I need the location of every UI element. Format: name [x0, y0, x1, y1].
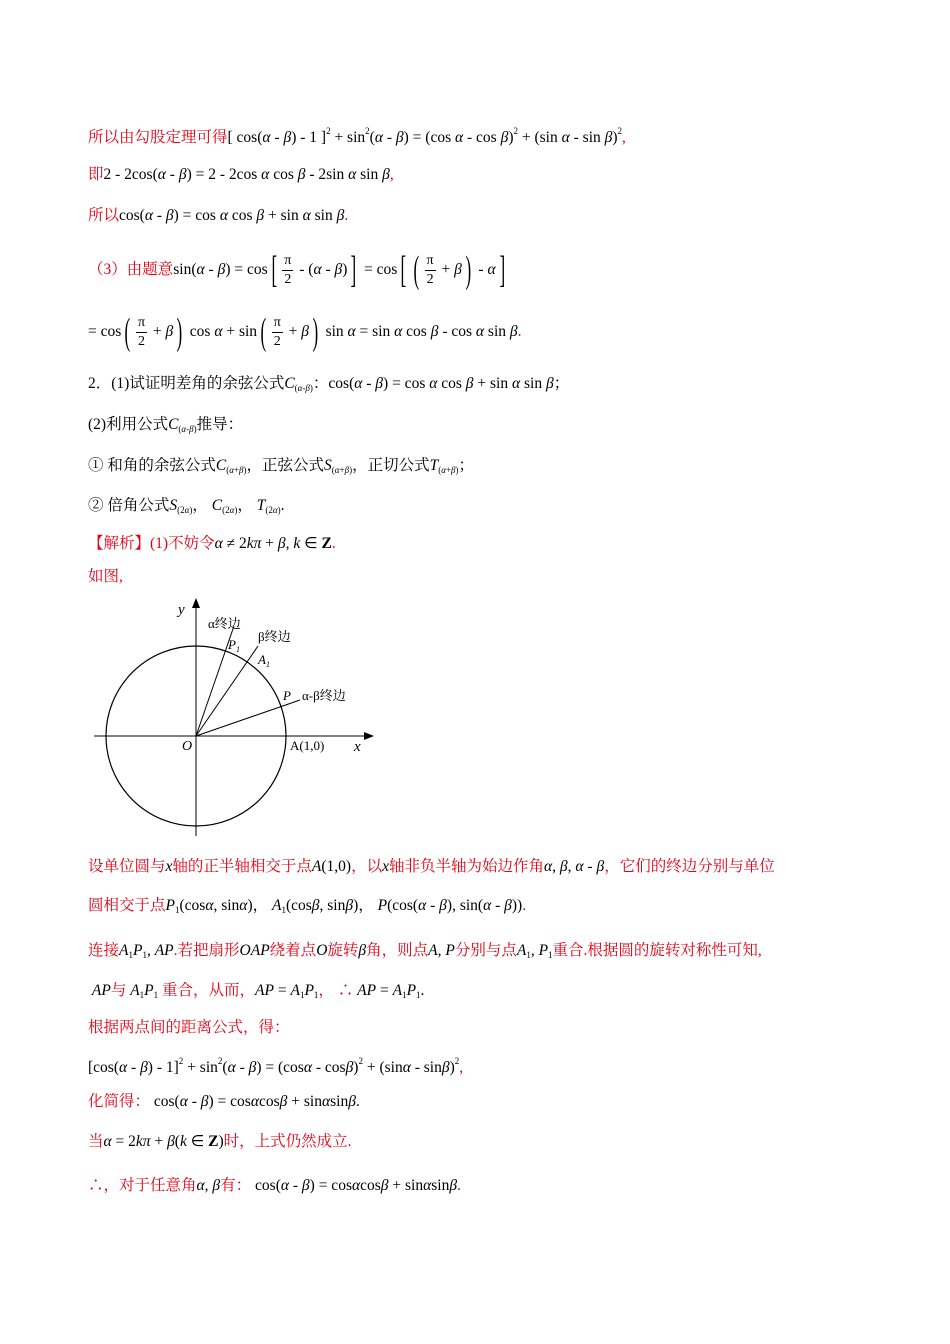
- unit-circle-figure: [88, 596, 388, 846]
- figure-intro: 如图,: [88, 568, 123, 585]
- solution-intro: 【解析】(1)不妨令α ≠ 2kπ + β, k ∈ Z.: [88, 535, 336, 552]
- line-expand: 即2 - 2cos(α - β) = 2 - 2cos α cos β - 2sin α sin β,: [88, 166, 394, 183]
- x-axis-arrow: [364, 732, 374, 740]
- line-part3: （3）由题意sin(α - β) = cos[ $\frac{\pi}{2}$ - (α - β)] = cos[ ( $\frac{\pi}{2}$ + β) - α]: [88, 249, 505, 292]
- x-label: x: [354, 739, 361, 755]
- line-result: 所以cos(α - β) = cos α cos β + sin α sin β.: [88, 207, 349, 224]
- q2-part2: (2)利用公式$C_{(\alpha-\beta)}$推导：: [88, 416, 244, 434]
- para-rotation: 连接$A_1P_1$, AP.若把扇形OAP绕着点O旋转β角，则点A, P分别与点$A_1$, $P_1$重合.根据圆的旋转对称性可知,: [88, 942, 762, 960]
- beta-ray: [196, 646, 258, 736]
- para-distance: 根据两点间的距离公式，得：: [88, 1019, 290, 1036]
- p-label: P: [283, 688, 291, 703]
- para-simplify: 化简得： cos(α - β) = cosαcosβ + sinαsinβ.: [88, 1093, 360, 1110]
- para-conclusion: ∴，对于任意角α, β有： cos(α - β) = cosαcosβ + sinαsinβ.: [88, 1177, 461, 1194]
- a1-label: $A_1$: [258, 652, 270, 669]
- alpha-side-label: α终边: [208, 616, 241, 631]
- p1-label: $P_1$: [228, 637, 240, 654]
- para-special-case: 当α = 2kπ + β(k ∈ Z)时，上式仍然成立.: [88, 1133, 352, 1150]
- para-distance-eq: $[\cos(\alpha - \beta) - 1]^2 + \sin^2(\alpha - \beta) = (\cos\alpha - \cos\beta)^2 + (\sin\alpha - \sin\beta)^2$,: [88, 1056, 464, 1076]
- a-point-label: A(1,0): [290, 738, 325, 753]
- q2-statement: 2．(1)试证明差角的余弦公式$C_{(\alpha-\beta)}$：cos(α - β) = cos α cos β + sin α sin β；: [88, 375, 570, 393]
- origin-label: O: [182, 739, 193, 754]
- q2-part2-item2: ② 倍角公式$S_{(2\alpha)}$， $C_{(2\alpha)}$， $T_{(2\alpha)}$.: [88, 497, 285, 515]
- y-axis-arrow: [192, 598, 200, 608]
- y-label: y: [178, 602, 185, 618]
- para-arcs: AP与 $A_1P_1$ 重合，从而，AP = $A_1P_1$， ∴ AP = $A_1P_1$.: [91, 982, 425, 1000]
- line-pythagoras: 所以由勾股定理可得[ cos(α - β) - 1 ]$^2 + \sin^2(\alpha - \beta) = (\cos$ α - cos β)$^2$ + (sin α - sin β)$^2$,: [88, 126, 626, 146]
- line-part3-cont: = cos( $\frac{\pi}{2}$ + β) cos α + sin( $\frac{\pi}{2}$ + β) sin α = sin α cos β - cos α sin β.: [88, 311, 522, 354]
- beta-side-label: β终边: [258, 629, 291, 644]
- para-setup-1: 设单位圆与x轴的正半轴相交于点A(1,0)，以x轴非负半轴为始边作角α, β, α - β，它们的终边分别与单位: [88, 858, 775, 875]
- diff-side-label: α-β终边: [302, 688, 346, 703]
- para-setup-2: 圆相交于点$P_1(\cos\alpha$, sinα)， $A_1(\cos\beta$, sinβ)， P(cos(α - β), sin(α - β)).: [88, 897, 527, 915]
- q2-part2-item1: ① 和角的余弦公式$C_{(\alpha+\beta)}$，正弦公式$S_{(\alpha+\beta)}$，正切公式$T_{(\alpha+\beta)}$；: [88, 457, 475, 475]
